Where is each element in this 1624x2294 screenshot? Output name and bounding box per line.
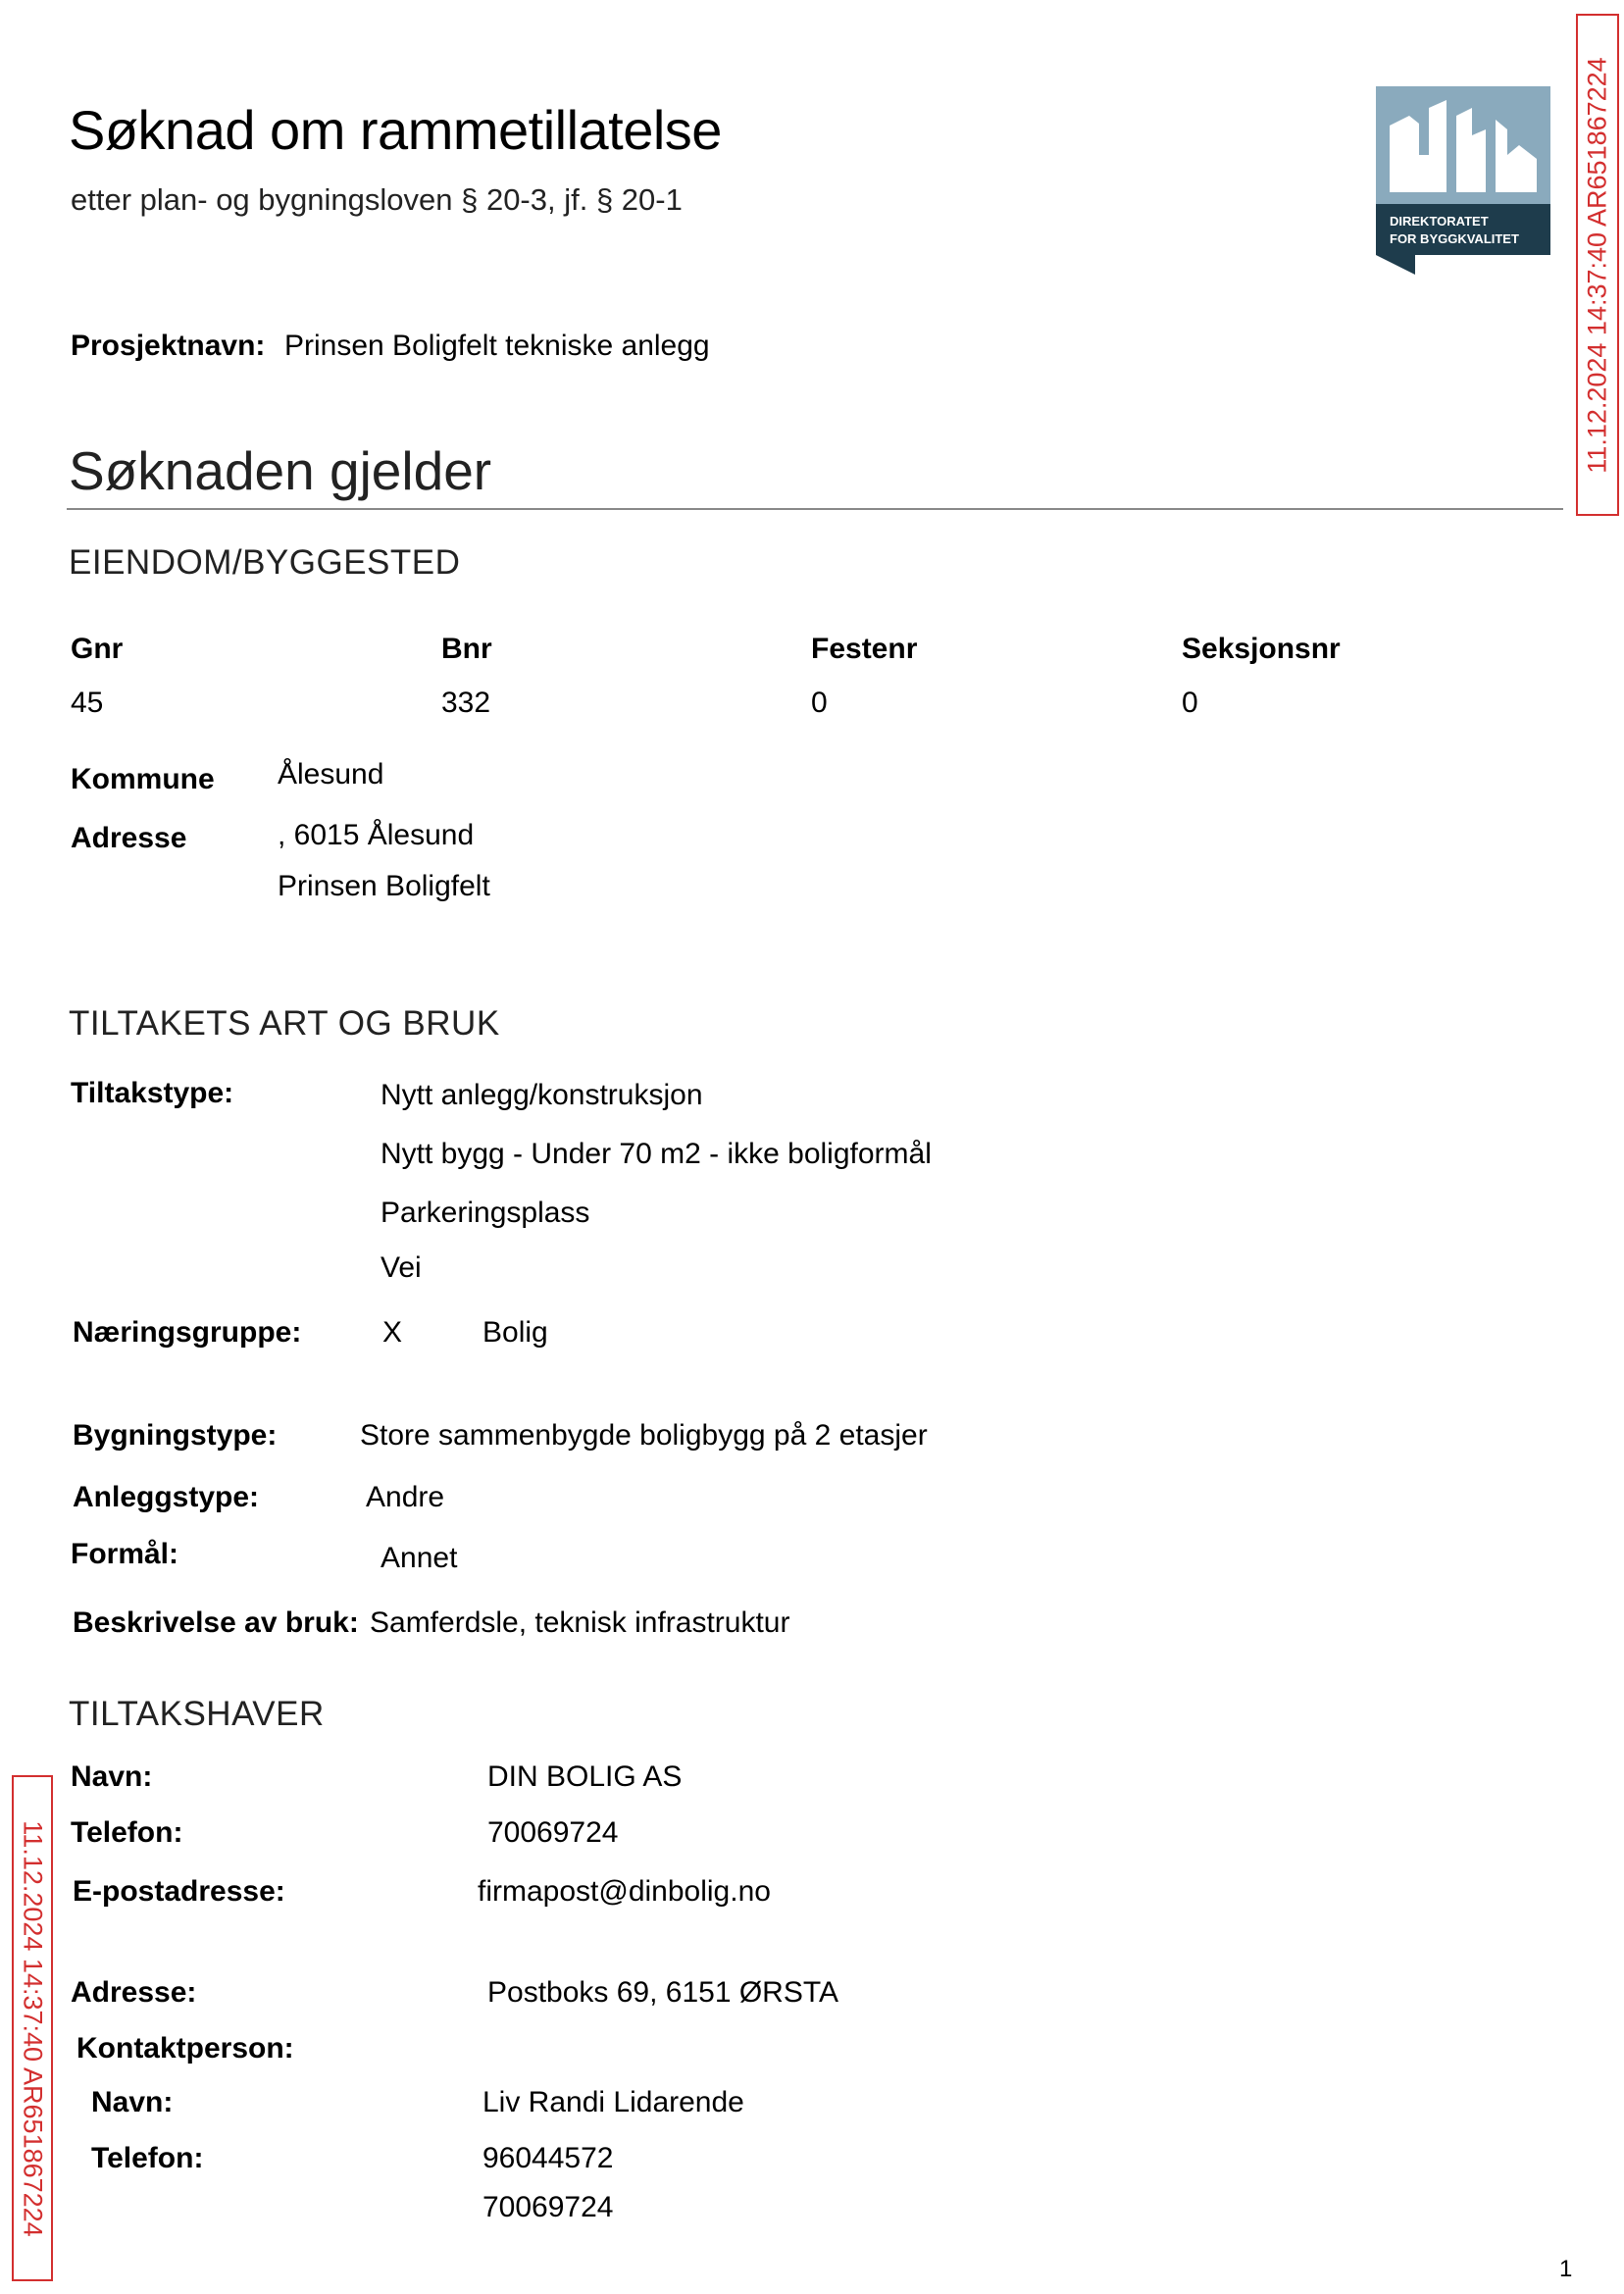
timestamp-stamp-left [12, 1775, 53, 2281]
project-label: Prosjektnavn: [71, 330, 266, 362]
tiltakstype-item: Parkeringsplass [381, 1197, 590, 1229]
tiltakshaver-telefon-label: Telefon: [71, 1816, 183, 1849]
document-title: Søknad om rammetillatelse [69, 99, 722, 161]
formal-value: Annet [381, 1542, 458, 1574]
anleggstype-label: Anleggstype: [73, 1481, 260, 1513]
kontakt-telefon-value: 70069724 [482, 2191, 614, 2223]
tiltakshaver-telefon-value: 70069724 [487, 1816, 619, 1849]
tiltakshaver-heading: TILTAKSHAVER [69, 1695, 325, 1733]
naeringsgruppe-label: Næringsgruppe: [73, 1316, 302, 1349]
property-heading: EIENDOM/BYGGESTED [69, 543, 461, 582]
tiltakstype-item: Nytt bygg - Under 70 m2 - ikke boligformål [381, 1138, 932, 1170]
naeringsgruppe-value: Bolig [482, 1316, 548, 1349]
bygningstype-value: Store sammenbygde boligbygg på 2 etasjer [360, 1419, 928, 1452]
tiltakshaver-epost-label: E-postadresse: [73, 1875, 285, 1908]
tiltakshaver-adresse-value: Postboks 69, 6151 ØRSTA [487, 1976, 838, 2009]
adresse-line2: Prinsen Boligfelt [278, 870, 490, 902]
naeringsgruppe-code: X [382, 1316, 403, 1349]
beskrivelse-value: Samferdsle, teknisk infrastruktur [370, 1606, 790, 1639]
tiltakshaver-navn-value: DIN BOLIG AS [487, 1760, 683, 1793]
gnr-label: Gnr [71, 633, 124, 665]
seksjonsnr-label: Seksjonsnr [1182, 633, 1341, 665]
adresse-label: Adresse [71, 822, 187, 854]
beskrivelse-label: Beskrivelse av bruk: [73, 1606, 359, 1639]
project-value: Prinsen Boligfelt tekniske anlegg [284, 330, 710, 362]
logo-text-line2: FOR BYGGKVALITET [1390, 231, 1519, 246]
festenr-label: Festenr [811, 633, 918, 665]
tiltakshaver-epost-value: firmapost@dinbolig.no [478, 1875, 771, 1908]
tiltakstype-item: Vei [381, 1251, 422, 1284]
tiltakshaver-adresse-label: Adresse: [71, 1976, 197, 2009]
timestamp-stamp-top [1576, 14, 1619, 516]
gnr-value: 45 [71, 687, 104, 719]
kontakt-navn-value: Liv Randi Lidarende [482, 2086, 744, 2118]
stamp-text: 11.12.2024 14:37:40 AR651867224 [18, 1819, 48, 2237]
dibk-logo [1376, 86, 1550, 275]
tiltak-heading: TILTAKETS ART OG BRUK [69, 1004, 500, 1043]
festenr-value: 0 [811, 687, 828, 719]
kontakt-telefon-value: 96044572 [482, 2142, 614, 2174]
kontakt-telefon-label: Telefon: [91, 2142, 204, 2174]
kommune-value: Ålesund [278, 758, 384, 790]
seksjonsnr-value: 0 [1182, 687, 1198, 719]
tiltakstype-item: Nytt anlegg/konstruksjon [381, 1079, 703, 1111]
kontakt-navn-label: Navn: [91, 2086, 174, 2118]
bygningstype-label: Bygningstype: [73, 1419, 278, 1452]
tiltakstype-label: Tiltakstype: [71, 1077, 234, 1109]
kommune-label: Kommune [71, 763, 215, 795]
bnr-label: Bnr [441, 633, 492, 665]
page-number: 1 [1559, 2256, 1573, 2282]
kontaktperson-label: Kontaktperson: [76, 2032, 294, 2065]
document-subtitle: etter plan- og bygningsloven § 20-3, jf. § 20-1 [71, 182, 683, 217]
bnr-value: 332 [441, 687, 491, 719]
formal-label: Formål: [71, 1538, 179, 1570]
anleggstype-value: Andre [366, 1481, 445, 1513]
section-title: Søknaden gjelder [69, 440, 492, 501]
logo-text-line1: DIREKTORATET [1390, 214, 1489, 229]
adresse-line1: , 6015 Ålesund [278, 819, 475, 851]
section-divider [67, 508, 1563, 510]
stamp-text: 11.12.2024 14:37:40 AR651867224 [1582, 56, 1612, 474]
tiltakshaver-navn-label: Navn: [71, 1760, 153, 1793]
